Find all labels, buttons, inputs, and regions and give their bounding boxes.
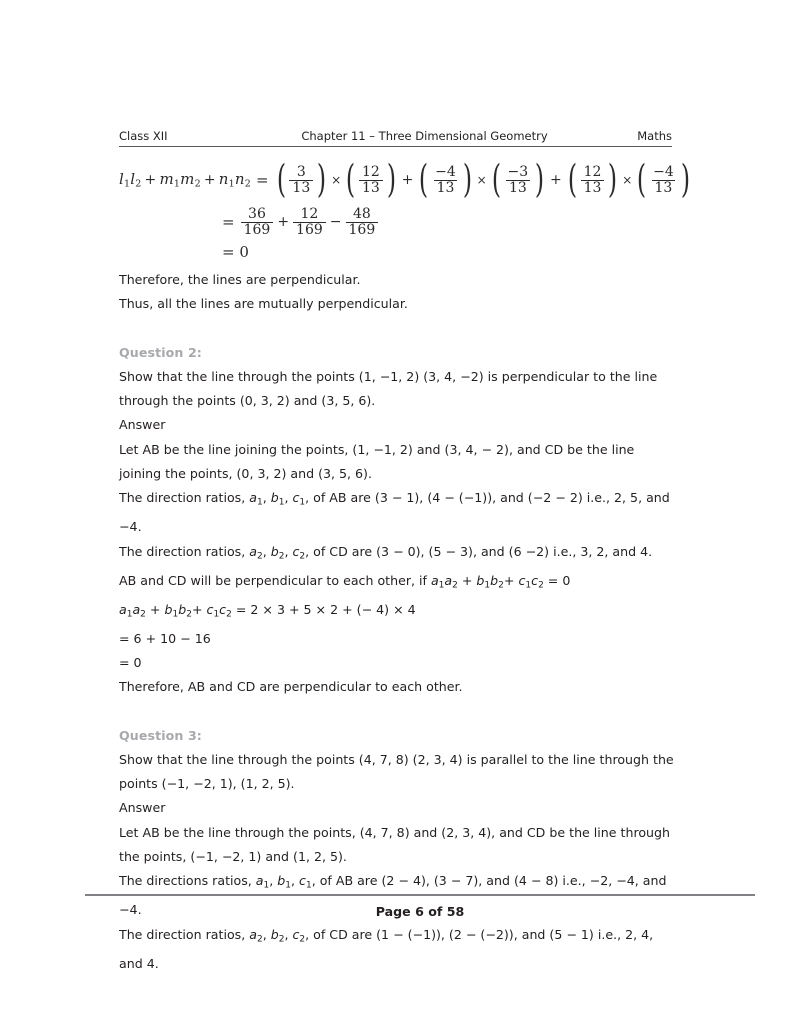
- fraction-3: $\frac{-4}{13}$: [435, 164, 456, 196]
- footer-divider: [85, 894, 755, 896]
- var-c1: $c_1$: [299, 873, 312, 891]
- fraction-48-169: $\frac{48}{169}$: [346, 207, 379, 237]
- fraction-term-6: [634, 157, 692, 202]
- var-a2: $a_2$: [249, 543, 263, 562]
- var-c1: $c_1$: [292, 490, 306, 509]
- dr-prefix: The direction ratios,: [119, 926, 250, 942]
- spacer: [119, 317, 679, 341]
- paren-open-icon: (: [419, 157, 429, 202]
- dr-suffix: , of CD are (3 − 0), (5 − 3), and (6 −2) i.e., 3, 2, and 4.: [305, 543, 653, 559]
- fraction-36-169: $\frac{36}{169}$: [241, 207, 274, 237]
- fraction-term-4: [489, 157, 547, 202]
- expr-c1c2: $c_1c_2$: [206, 601, 232, 620]
- multiply-sign-1: ×: [331, 173, 342, 187]
- plus-sign-1: +: [401, 172, 414, 188]
- question-2-heading: Question 2:: [119, 344, 202, 360]
- expr-b1b2: $b_1b_2$: [164, 601, 192, 620]
- var-b2: $b_2$: [270, 926, 285, 945]
- dr-prefix: The direction ratios,: [119, 543, 250, 559]
- question-2-answer-line-2: The direction ratios, $a_1$, $b_1$, $c_1$, of AB are (3 − 1), (4 − (−1)), and (−2 − 2) i.e., 2, 5, and −4.: [119, 490, 670, 535]
- var-b1: $b_1$: [277, 873, 291, 891]
- question-2-answer-line-7: = 0: [119, 654, 142, 670]
- page-body: [119, 268, 679, 976]
- equation-line-3: [119, 242, 679, 262]
- var-b1: $b_1$: [270, 490, 285, 509]
- fraction-term-5: [565, 157, 620, 202]
- expr-c1c2: $c_1c_2$: [518, 572, 544, 591]
- question-2-answer-line-6: = 6 + 10 − 16: [119, 630, 211, 646]
- dr-suffix: , of AB are (3 − 1), (4 − (−1)), and (−2 − 2) i.e., 2, 5, and −4.: [119, 490, 670, 535]
- question-3-answer-line-3: The direction ratios, $a_2$, $b_2$, $c_2$, of CD are (1 − (−1)), (2 − (−2)), and (5 − 1) i.e., 2, 4, and 4.: [119, 926, 654, 971]
- spacer: [119, 700, 679, 724]
- perp-condition-prefix: AB and CD will be perpendicular to each other, if: [119, 572, 431, 588]
- header-class-label: Class XII: [119, 129, 168, 143]
- question-3-answer-label: Answer: [119, 800, 166, 816]
- paren-open-icon: (: [345, 157, 356, 202]
- page-header: [119, 129, 672, 143]
- var-b2: $b_2$: [270, 543, 285, 562]
- conclusion-line-1: Therefore, the lines are perpendicular.: [119, 272, 361, 287]
- dr-prefix: The directions ratios,: [119, 873, 256, 889]
- dr-suffix: , of AB are (2 − 4), (3 − 7), and (4 − 8) i.e., −2, −4, and −4.: [119, 873, 667, 918]
- expr-a1a2: $a_1a_2$: [430, 572, 458, 591]
- question-2-answer-line-3: The direction ratios, $a_2$, $b_2$, $c_2$, of CD are (3 − 0), (5 − 3), and (6 −2) i.e., 3, 2, and 4.: [119, 543, 653, 562]
- fraction-term-1: [274, 157, 329, 202]
- paren-open-icon: (: [637, 157, 647, 202]
- equation-line-1: [119, 157, 690, 202]
- fraction-1: $\frac{3}{13}$: [289, 165, 313, 195]
- fraction-12-169: $\frac{12}{169}$: [293, 207, 326, 237]
- header-subject-label: Maths: [637, 129, 672, 143]
- equation-line-2: [119, 204, 679, 240]
- paren-close-icon: ): [317, 157, 327, 202]
- fraction-2: $\frac{12}{13}$: [359, 165, 383, 195]
- page-footer: Page 6 of 58: [375, 904, 465, 919]
- var-c2: $c_2$: [292, 543, 306, 562]
- question-2-conclusion: Therefore, AB and CD are perpendicular to each other.: [119, 679, 463, 695]
- equals-sign-1: =: [256, 171, 269, 189]
- conclusion-line-2: Thus, all the lines are mutually perpendicular.: [119, 296, 408, 312]
- dot-product-value: = 2 × 3 + 5 × 2 + (− 4) × 4: [231, 601, 416, 617]
- equation-block: [119, 157, 690, 262]
- dr-prefix: The direction ratios,: [119, 490, 250, 506]
- header-chapter-title: Chapter 11 – Three Dimensional Geometry: [301, 129, 548, 143]
- paren-close-icon: ): [386, 157, 396, 202]
- equation-result: = 0: [222, 243, 249, 261]
- equals-sign-2: =: [222, 213, 235, 231]
- expr-a1a2: $a_1a_2$: [119, 601, 146, 620]
- var-a1: $a_1$: [255, 873, 270, 891]
- var-a1: $a_1$: [249, 490, 263, 509]
- perp-condition-suffix: = 0: [543, 572, 571, 588]
- question-2-text: Show that the line through the points (1, −1, 2) (3, 4, −2) is perpendicular to the line through the points (0, 3, 2) and (3, 5, 6).: [119, 368, 658, 409]
- minus-sign-1: −: [329, 214, 342, 230]
- question-3-answer-line-1: Let AB be the line through the points, (4, 7, 8) and (2, 3, 4), and CD be the line through the points, (−1, −2, 1) and (1, 2, 5).: [119, 824, 671, 864]
- paren-close-icon: ): [680, 157, 690, 202]
- paren-close-icon: ): [462, 157, 472, 202]
- paren-close-icon: ): [608, 157, 618, 202]
- question-3-answer-line-2: The directions ratios, $a_1$, $b_1$, $c_1$, of AB are (2 − 4), (3 − 7), and (4 − 8) i.e., −2, −4, and −4.: [119, 873, 667, 918]
- var-a2: $a_2$: [249, 926, 263, 945]
- question-2-answer-line-5: $a_1a_2 + b_1b_2+ c_1c_2 = 2 \times 3 + 5 \times 2$ + (− 4) × 4: [119, 601, 416, 620]
- question-3-heading: Question 3:: [119, 727, 202, 743]
- fraction-4: $\frac{-3}{13}$: [507, 164, 529, 196]
- paren-open-icon: (: [567, 157, 577, 202]
- paren-close-icon: ): [534, 157, 545, 202]
- question-3-text: Show that the line through the points (4, 7, 8) (2, 3, 4) is parallel to the line through the points (−1, −2, 1), (1, 2, 5).: [119, 751, 674, 792]
- question-2-answer-label: Answer: [119, 417, 166, 433]
- fraction-term-2: [343, 157, 398, 202]
- fraction-6: $\frac{-4}{13}$: [653, 164, 674, 196]
- multiply-sign-2: ×: [476, 173, 487, 187]
- fraction-term-3: [416, 157, 474, 202]
- plus-sign-3: +: [277, 214, 290, 230]
- question-2-answer-line-1: Let AB be the line joining the points, (1, −1, 2) and (3, 4, − 2), and CD be the line joining the points, (0, 3, 2) and (3, 5, 6).: [119, 441, 635, 482]
- multiply-sign-3: ×: [622, 173, 633, 187]
- dr-suffix: , of CD are (1 − (−1)), (2 − (−2)), and (5 − 1) i.e., 2, 4, and 4.: [119, 926, 654, 971]
- equation-lhs: $l_1l_2 + m_1m_2 + n_1n_2$: [119, 170, 251, 190]
- paren-open-icon: (: [276, 157, 286, 202]
- fraction-5: $\frac{12}{13}$: [581, 165, 605, 195]
- header-divider: [119, 146, 672, 147]
- paren-open-icon: (: [491, 157, 501, 202]
- expr-b1b2: $b_1b_2$: [476, 572, 504, 591]
- var-c2: $c_2$: [292, 926, 306, 945]
- question-2-answer-line-4: AB and CD will be perpendicular to each other, if $a_1a_2 + b_1b_2+ c_1c_2 = 0$: [119, 572, 571, 591]
- plus-sign-2: +: [550, 172, 562, 188]
